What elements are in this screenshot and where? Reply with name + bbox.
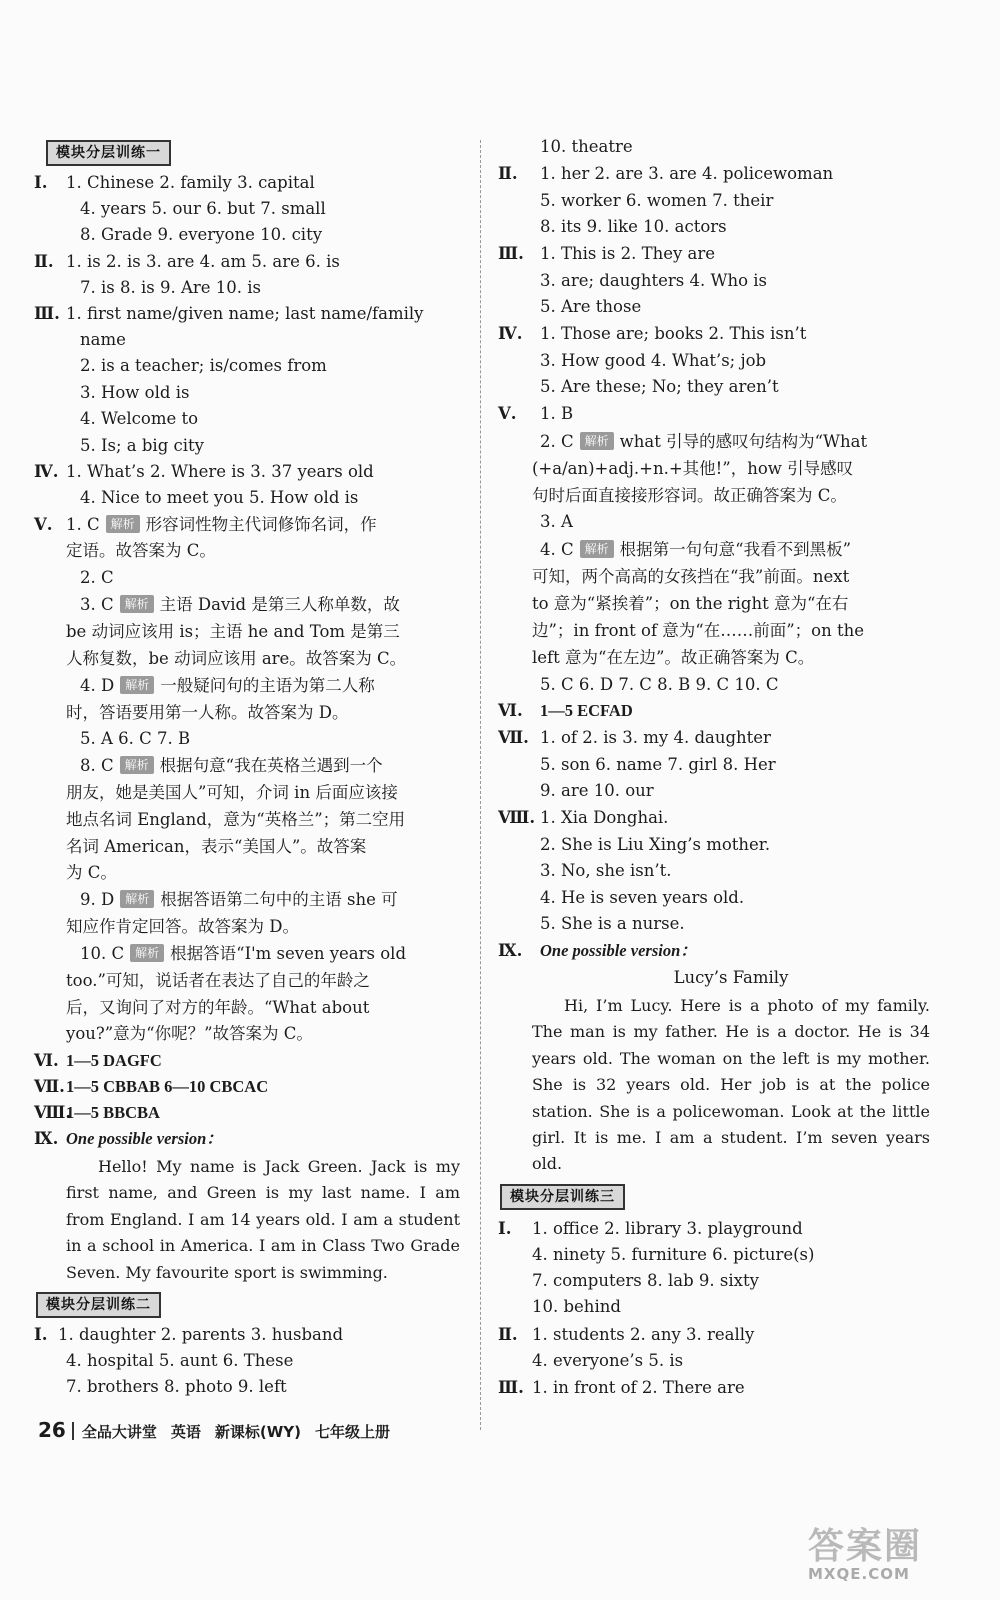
page-number: 26	[38, 1418, 66, 1442]
answer-line: 5. A 6. C 7. B	[80, 729, 191, 748]
analysis-tag: 解析	[120, 676, 154, 694]
footer-brand: 全品大讲堂	[81, 1423, 157, 1441]
answer-line: Ⅳ. 1. What’s 2. Where is 3. 37 years old	[34, 462, 374, 481]
footer-edition: 新课标(WY)	[214, 1423, 301, 1441]
answer-line: Ⅶ. 1. of 2. is 3. my 4. daughter	[498, 728, 771, 747]
answer-line: left 意为“在左边”。故正确答案为 C。	[532, 648, 815, 667]
answer-line: Ⅱ. 1. her 2. are 3. are 4. policewoman	[498, 164, 834, 183]
answer-line: 定语。故答案为 C。	[66, 541, 216, 560]
footer-divider	[72, 1422, 74, 1440]
answer-line: 4. Welcome to	[80, 409, 199, 428]
answer-line: Ⅶ.1—5 CBBAB 6—10 CBCAC	[34, 1077, 269, 1096]
watermark-logo	[808, 1518, 983, 1588]
answer-line: 9. are 10. our	[540, 781, 654, 800]
section-heading-2: 模块分层训练二	[36, 1292, 161, 1318]
answer-line: 知应作肯定回答。故答案为 D。	[66, 917, 299, 936]
answer-line: 7. computers 8. lab 9. sixty	[532, 1271, 759, 1290]
answer-line: Ⅸ. One possible version：	[498, 941, 697, 960]
answer-line: 4. hospital 5. aunt 6. These	[66, 1351, 294, 1370]
analysis-tag: 解析	[120, 890, 154, 908]
answer-line: (+a/an)+adj.+n.+其他!”，how 引导感叹	[532, 459, 854, 478]
answer-line: Ⅳ. 1. Those are; books 2. This isn’t	[498, 324, 807, 343]
answer-line: 人称复数，be 动词应该用 are。故答案为 C。	[66, 649, 407, 668]
answer-line: 5. Are these; No; they aren’t	[540, 377, 779, 396]
essay-paragraph: Hello! My name is Jack Green. Jack is my first name, and Green is my last name. I am from England. I am 14 years old. I am a student in a school in America. I am in Class Two Grade Seven. My favourite sport is swimming.	[66, 1157, 460, 1282]
answer-line: Ⅵ. 1—5 DAGFC	[34, 1051, 162, 1070]
answer-line: 10. C 解析 根据答语“I'm seven years old	[80, 944, 407, 963]
answer-line: be 动词应该用 is；主语 he and Tom 是第三	[66, 622, 400, 641]
answer-line: 5. Is; a big city	[80, 436, 204, 455]
analysis-tag: 解析	[120, 756, 154, 774]
answer-line: 8. its 9. like 10. actors	[540, 217, 727, 236]
answer-line: 4. ninety 5. furniture 6. picture(s)	[532, 1245, 815, 1264]
essay-title: Lucy’s Family	[673, 968, 789, 987]
answer-line: 3. How good 4. What’s; job	[540, 351, 767, 370]
answer-line: 4. D 解析 一般疑问句的主语为第二人称	[80, 676, 375, 695]
column-divider	[480, 140, 481, 1430]
page-footer	[38, 1417, 404, 1443]
answer-line: Ⅰ. 1. daughter 2. parents 3. husband	[34, 1325, 344, 1344]
answer-line: 10. theatre	[540, 137, 633, 156]
answer-line: you?”意为“你呢？”故答案为 C。	[66, 1024, 313, 1043]
analysis-tag: 解析	[106, 515, 140, 533]
answer-line: 地点名词 England，意为“英格兰”；第二空用	[66, 810, 406, 829]
answer-line: 2. C 解析 what 引导的感叹句结构为“What	[540, 432, 868, 451]
answer-line: 3. No, she isn’t.	[540, 861, 672, 880]
answer-line: 3. C 解析 主语 David 是第三人称单数，故	[80, 595, 400, 614]
answer-line: 8. C 解析 根据句意“我在英格兰遇到一个	[80, 756, 383, 775]
answer-line: Ⅱ. 1. students 2. any 3. really	[498, 1325, 755, 1344]
answer-line: 9. D 解析 根据答语第二句中的主语 she 可	[80, 890, 398, 909]
answer-line: to 意为“紧挨着”；on the right 意为“在右	[532, 594, 849, 613]
answer-line: Ⅲ. 1. in front of 2. There are	[498, 1378, 745, 1397]
answer-line: Ⅴ. 1. B	[498, 404, 574, 423]
section-heading-1: 模块分层训练一	[46, 140, 171, 166]
analysis-tag: 解析	[580, 432, 614, 450]
section-heading-3: 模块分层训练三	[500, 1184, 625, 1210]
footer-grade: 七年级上册	[315, 1423, 391, 1441]
answer-line: 2. C	[80, 568, 114, 587]
answer-line: Ⅰ. 1. Chinese 2. family 3. capital	[34, 173, 315, 192]
answer-line: name	[80, 330, 126, 349]
answer-line: 2. is a teacher; is/comes from	[80, 356, 327, 375]
answer-line: 为 C。	[66, 863, 117, 882]
answer-line: 5. C 6. D 7. C 8. B 9. C 10. C	[540, 675, 779, 694]
answer-line: 边”；in front of 意为“在……前面”；on the	[532, 621, 864, 640]
answer-line: 5. Are those	[540, 297, 642, 316]
answer-line: 4. C 解析 根据第一句句意“我看不到黑板”	[540, 540, 852, 559]
answer-line: 4. He is seven years old.	[540, 888, 745, 907]
watermark-url: MXQE.COM	[808, 1565, 910, 1583]
analysis-tag: 解析	[130, 944, 164, 962]
answer-line: 10. behind	[532, 1297, 621, 1316]
answer-line: 5. son 6. name 7. girl 8. Her	[540, 755, 776, 774]
answer-line: too.”可知，说话者在表达了自己的年龄之	[66, 971, 370, 990]
footer-subject: 英语	[170, 1423, 201, 1441]
analysis-tag: 解析	[120, 595, 154, 613]
answer-line: 5. She is a nurse.	[540, 914, 685, 933]
answer-line: 句时后面直接接形容词。故正确答案为 C。	[532, 486, 847, 505]
answer-line: 8. Grade 9. everyone 10. city	[80, 225, 323, 244]
answer-line: 时，答语要用第一人称。故答案为 D。	[66, 703, 349, 722]
answer-line: 3. are; daughters 4. Who is	[540, 271, 767, 290]
answer-line: Ⅴ. 1. C 解析 形容词性物主代词修饰名词，作	[34, 515, 377, 534]
essay-paragraph: Hi, I’m Lucy. Here is a photo of my family. The man is my father. He is a doctor. He is 34 years old. The woman on the left is my mother. She is 32 years old. Her job is at the police station. She is a policewoman. Look at the little girl. It is me. I am a student. I’m seven years old.	[532, 996, 930, 1174]
answer-line: 2. She is Liu Xing’s mother.	[540, 835, 771, 854]
watermark-text: 答案圈	[808, 1526, 923, 1567]
answer-line: 4. Nice to meet you 5. How old is	[80, 488, 359, 507]
answer-line: 4. years 5. our 6. but 7. small	[80, 199, 326, 218]
answer-line: 7. brothers 8. photo 9. left	[66, 1377, 287, 1396]
answer-line: 3. A	[540, 512, 573, 531]
answer-line: Ⅸ. One possible version：	[34, 1129, 223, 1148]
answer-line: 5. worker 6. women 7. their	[540, 191, 774, 210]
answer-line: 3. How old is	[80, 383, 190, 402]
answer-line: Ⅷ. 1. Xia Donghai.	[498, 808, 669, 827]
answer-line: Ⅲ. 1. This is 2. They are	[498, 244, 716, 263]
answer-line: 名词 American，表示“美国人”。故答案	[66, 837, 367, 856]
answer-line: Ⅷ.1—5 BBCBA	[34, 1103, 160, 1122]
answer-line: 4. everyone’s 5. is	[532, 1351, 684, 1370]
answer-line: Ⅲ. 1. first name/given name; last name/family	[34, 304, 424, 323]
answer-line: Ⅰ. 1. office 2. library 3. playground	[498, 1219, 803, 1238]
answer-line: 可知，两个高高的女孩挡在“我”前面。next	[532, 567, 850, 586]
answer-line: Ⅵ. 1—5 ECFAD	[498, 701, 633, 720]
answer-line: 朋友，她是美国人”可知，介词 in 后面应该接	[66, 783, 398, 802]
answer-line: 7. is 8. is 9. Are 10. is	[80, 278, 261, 297]
answer-line: 后，又询问了对方的年龄。“What about	[66, 998, 370, 1017]
analysis-tag: 解析	[580, 540, 614, 558]
answer-line: Ⅱ. 1. is 2. is 3. are 4. am 5. are 6. is	[34, 252, 340, 271]
